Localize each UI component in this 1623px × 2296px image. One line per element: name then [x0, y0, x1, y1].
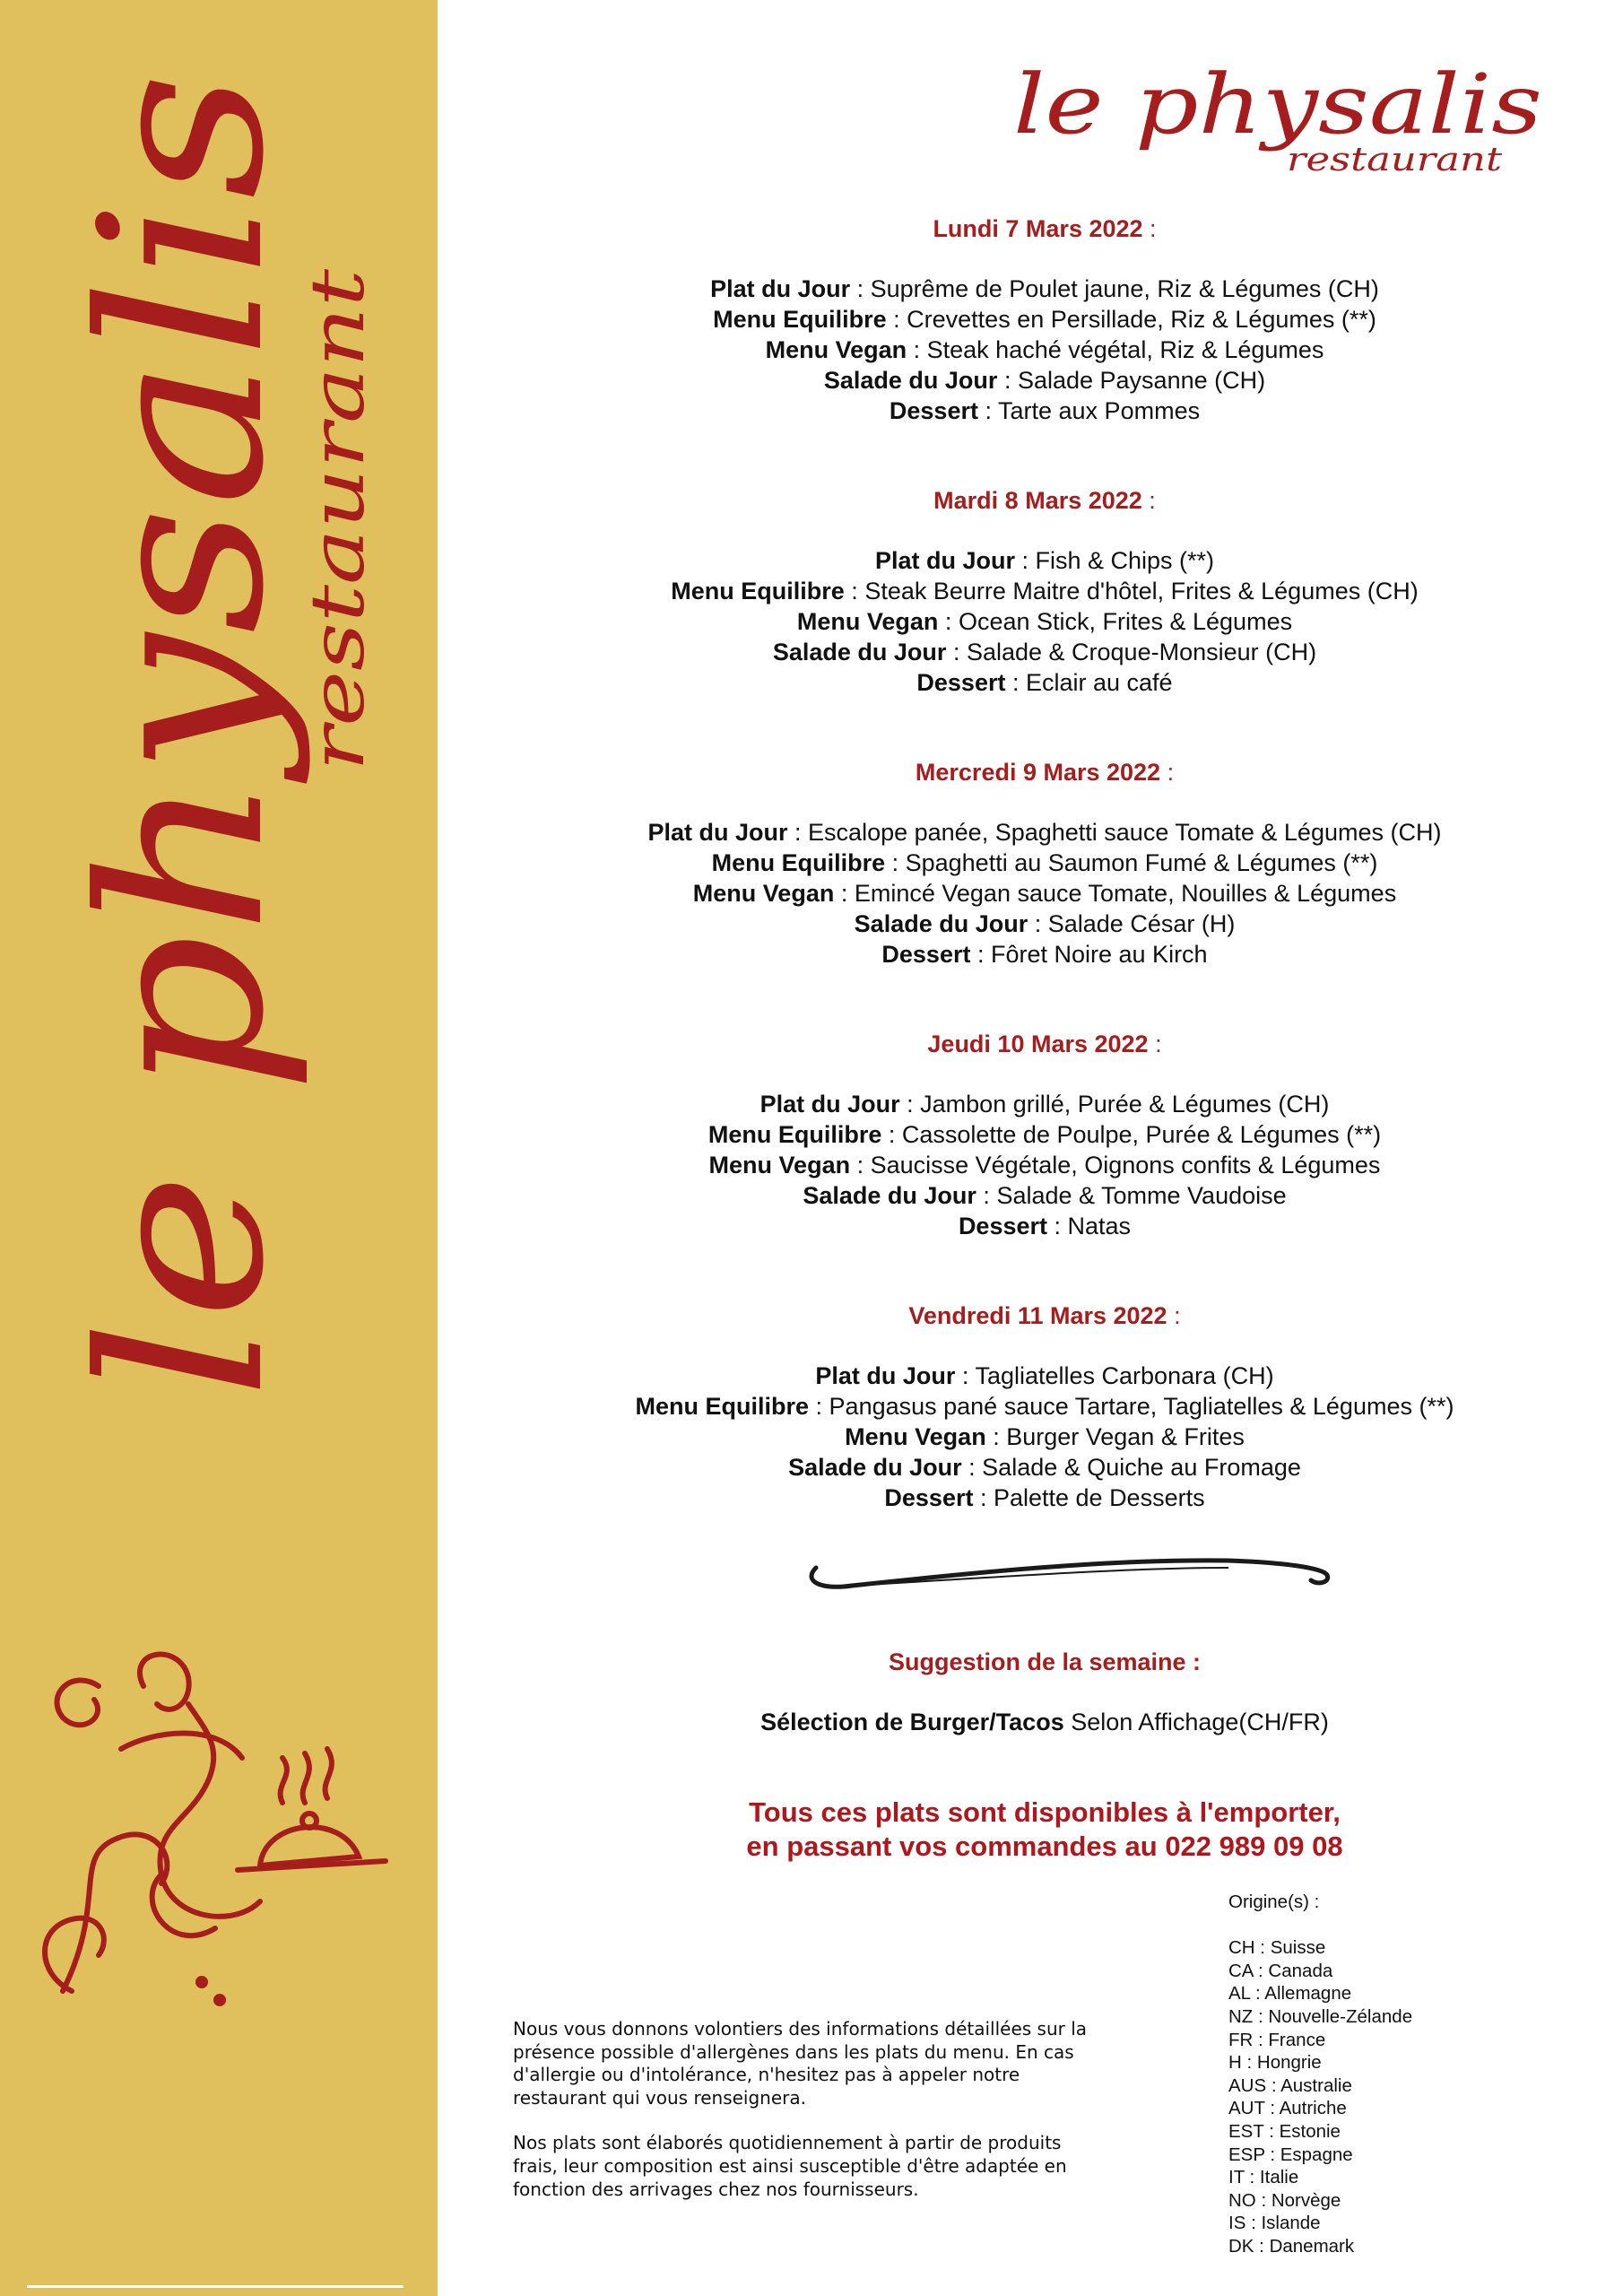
menu-line: Dessert : Palette de Desserts	[884, 1484, 1205, 1511]
allergen-paragraph: Nous vous donnons volontiers des informations détaillées sur la présence possible d'allergènes dans les plats du menu. En cas d'allergie ou d'intolérance, n'hesitez pas à appeler notre restaurant qui vous renseignera.	[513, 2018, 1088, 2109]
menu-line: Salade du Jour : Salade César (H)	[854, 910, 1236, 937]
sidebar-logo-title: le physalis	[52, 201, 313, 1399]
menu-line: Menu Equilibre : Crevettes en Persillade, Riz & Légumes (**)	[713, 306, 1376, 333]
allergen-note	[513, 2018, 1105, 2223]
menu-line: Menu Equilibre : Spaghetti au Saumon Fumé & Légumes (**)	[711, 849, 1378, 876]
menu-line: Salade du Jour : Salade & Quiche au Fromage	[788, 1454, 1301, 1481]
suggestion-section	[502, 1647, 1587, 1737]
menu-line: Plat du Jour : Tagliatelles Carbonara (CH)	[815, 1362, 1274, 1389]
origin-item: ESP : Espagne	[1228, 2144, 1353, 2165]
menu-line: Menu Vegan : Steak haché végétal, Riz & Légumes	[765, 336, 1324, 363]
menu-line: Salade du Jour : Salade Paysanne (CH)	[823, 367, 1266, 394]
day-title: Lundi 7 Mars 2022 :	[933, 215, 1157, 242]
day-section-tuesday	[502, 485, 1587, 698]
takeaway-notice	[502, 1796, 1587, 1864]
day-title: Mardi 8 Mars 2022 :	[933, 487, 1156, 514]
header-logo-subtitle: restaurant	[1287, 142, 1503, 178]
menu-line: Menu Vegan : Saucisse Végétale, Oignons confits & Légumes	[708, 1152, 1381, 1178]
origin-item: AL : Allemagne	[1228, 1983, 1352, 2005]
day-section-thursday	[502, 1029, 1587, 1241]
takeaway-line-2: en passant vos commandes au 022 989 09 08	[746, 1831, 1343, 1862]
menu-line: Salade du Jour : Salade & Croque-Monsieur (CH)	[772, 639, 1317, 665]
origin-item: CA : Canada	[1228, 1960, 1333, 1981]
menu-line: Plat du Jour : Escalope panée, Spaghetti sauce Tomate & Légumes (CH)	[647, 819, 1442, 846]
menu-line: Dessert : Eclair au café	[916, 669, 1173, 696]
header-logo-title: le physalis	[1013, 63, 1542, 152]
sidebar-bottom-line	[27, 2285, 404, 2288]
menu-line: Menu Equilibre : Cassolette de Poulpe, Purée & Légumes (**)	[707, 1121, 1382, 1148]
origin-item: H : Hongrie	[1228, 2052, 1322, 2074]
origin-item: NZ : Nouvelle-Zélande	[1228, 2005, 1413, 2027]
sidebar-logo	[0, 0, 438, 1614]
menu-line: Menu Vegan : Ocean Stick, Frites & Légumes	[796, 608, 1293, 635]
origin-item: CH : Suisse	[1228, 1937, 1326, 1959]
menu-line: Plat du Jour : Suprême de Poulet jaune, Riz & Légumes (CH)	[710, 275, 1379, 302]
menu-line: Dessert : Tarte aux Pommes	[889, 397, 1201, 424]
day-title: Mercredi 9 Mars 2022 :	[915, 759, 1175, 786]
day-section-wednesday	[502, 757, 1587, 970]
menu-line: Dessert : Natas	[958, 1213, 1132, 1239]
menu-line: Plat du Jour : Jambon grillé, Purée & Légumes (CH)	[759, 1091, 1330, 1118]
menu-line: Menu Vegan : Burger Vegan & Frites	[845, 1423, 1245, 1450]
menu-line: Salade du Jour : Salade & Tomme Vaudoise	[803, 1182, 1287, 1209]
origins-title: Origine(s) :	[1228, 1892, 1320, 1912]
weekly-menu	[502, 213, 1587, 1572]
day-section-friday	[502, 1300, 1587, 1513]
day-title: Vendredi 11 Mars 2022 :	[908, 1302, 1181, 1329]
chef-illustration	[36, 1632, 430, 2063]
origin-item: IT : Italie	[1228, 2167, 1299, 2188]
flourish-divider	[798, 1541, 1345, 1595]
sidebar-logo-subtitle: restaurant	[296, 378, 381, 771]
origin-item: AUT : Autriche	[1228, 2098, 1347, 2119]
takeaway-line-1: Tous ces plats sont disponibles à l'emporter,	[749, 1796, 1341, 1828]
day-title: Jeudi 10 Mars 2022 :	[927, 1031, 1162, 1057]
day-section-monday	[502, 213, 1587, 426]
menu-line: Dessert : Fôret Noire au Kirch	[881, 941, 1208, 968]
sidebar-band	[0, 0, 438, 2296]
origin-item: NO : Norvège	[1228, 2189, 1341, 2211]
suggestion-line: Sélection de Burger/Tacos Selon Affichage(CH/FR)	[760, 1709, 1329, 1735]
origin-item: DK : Danemark	[1228, 2235, 1355, 2257]
origins-legend	[1228, 1891, 1524, 2258]
origin-item: EST : Estonie	[1228, 2120, 1341, 2142]
suggestion-title: Suggestion de la semaine :	[888, 1648, 1202, 1675]
freshness-paragraph: Nos plats sont élaborés quotidiennement à partir de produits frais, leur composition est ainsi susceptible d'être adaptée en fonction des arrivages chez nos fournisseurs.	[513, 2132, 1067, 2200]
origin-item: IS : Islande	[1228, 2213, 1321, 2234]
menu-line: Menu Vegan : Emincé Vegan sauce Tomate, Nouilles & Légumes	[692, 880, 1397, 907]
menu-line: Menu Equilibre : Pangasus pané sauce Tartare, Tagliatelles & Légumes (**)	[635, 1393, 1454, 1420]
menu-line: Plat du Jour : Fish & Chips (**)	[874, 547, 1215, 574]
header-logo	[1004, 63, 1560, 197]
origin-item: AUS : Australie	[1228, 2074, 1352, 2096]
menu-line: Menu Equilibre : Steak Beurre Maitre d'hôtel, Frites & Légumes (CH)	[671, 578, 1419, 604]
origin-item: FR : France	[1228, 2029, 1326, 2050]
